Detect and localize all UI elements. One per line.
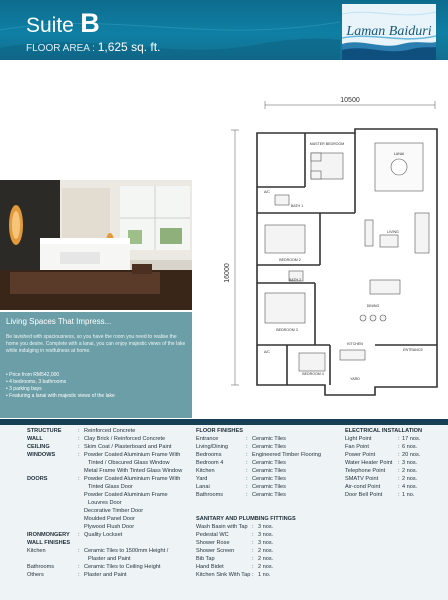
electrical-value: 6 nos. [402, 444, 418, 450]
electrical-label: SMATV Point [345, 476, 379, 482]
bullet-price: • Price from RM542,000 [6, 372, 60, 378]
room-label-master-bedroom: MASTER BEDROOM [309, 142, 345, 146]
info-panel [0, 312, 192, 418]
floor-finish-value: Ceramic Tiles [252, 444, 286, 450]
floor-finish-label: Bedroom 4 [196, 460, 224, 466]
spec-value: Powder Coated Aluminium Frame With [84, 476, 181, 482]
header-banner [0, 0, 448, 60]
spec-value: Powder Coated Aluminium Frame [84, 492, 168, 498]
room-label-kitchen: KITCHEN [347, 342, 363, 346]
suite-word: Suite [26, 14, 74, 37]
electrical-label: Air-cond Point [345, 484, 381, 490]
spec-label: IRONMONGERY [27, 532, 70, 538]
floor-finish-label: Bathrooms [196, 492, 224, 498]
floor-finish-value: Ceramic Tiles [252, 484, 286, 490]
spec-value: Decorative Timber Door [84, 508, 144, 514]
info-paragraph: Be lavished with spaciousness, so you have the room you need to realise the home you desire. Complete with a lanai, you can enjoy majestic views of the lake while indulging in restfulness at home. [6, 334, 186, 354]
sanitary-value: 3 nos. [258, 540, 274, 546]
floor-finish-value: Ceramic Tiles [252, 436, 286, 442]
room-label-bedroom2: BEDROOM 2 [279, 258, 301, 262]
sanitary-value: 2 nos. [258, 556, 274, 562]
spec-value: Powder Coated Aluminium Frame With [84, 452, 181, 458]
floor-finish-label: Lanai [196, 484, 210, 490]
spec-label: STRUCTURE [27, 428, 62, 434]
room-label-living: LIVING [387, 230, 399, 234]
spec-value: Tinted / Obscured Glass Window [88, 460, 170, 466]
electrical-label: Water Heater Point [345, 460, 393, 466]
spec-value: Metal Frame With Tinted Glass Window [84, 468, 183, 474]
floor-area-value: 1,625 sq. ft. [97, 40, 161, 54]
electrical-value: 4 nos. [402, 484, 418, 490]
sanitary-label: Hand Bidet [196, 564, 224, 570]
suite-letter: B [80, 8, 100, 38]
room-label-entrance: ENTRANCE [403, 348, 423, 352]
spec-label: WALL FINISHES [27, 540, 71, 546]
spec-label: DOORS [27, 476, 48, 482]
sanitary-value: 1 no. [258, 572, 271, 578]
spec-label: Others [27, 572, 44, 578]
spec-value: Skim Coat / Plasterboard and Paint [84, 444, 172, 450]
floor-finish-value: Engineered Timber Flooring [252, 452, 322, 458]
floor-finish-value: Ceramic Tiles [252, 492, 286, 498]
sanitary-label: Shower Rose [196, 540, 230, 546]
floor-finish-value: Ceramic Tiles [252, 468, 286, 474]
spec-value: Louvres Door [88, 500, 122, 506]
spec-value: Tinted Glass Door [88, 484, 133, 490]
sanitary-label: Kitchen Sink With Tap [196, 572, 251, 578]
specifications-section: STRUCTURE : Reinforced Concrete WALL : Clay Brick / Reinforced Concrete CEILING : Skim Coat / Plasterboard and Paint WINDOWS : Powder Coated Aluminium Frame With Tinted / Obscured Glass Window Metal Frame With Tinted Glass Window DOORS : Powder Coated Aluminium Frame With Tinted Glass Door Powder Coated Aluminium Frame Louvres Door Decorative Timber Door Moulded Panel Door Plywood Flush Door IRONMONGERY : Quality Lockset WALL FINISHES Kitchen : Ceramic Tiles to 1500mm Height / Plaster and Paint Bathrooms : Ceramic Tiles to Ceiling Height Others : Plaster and Paint FLOOR FINISHES Entrance : Ceramic Tiles Living/Dining : Ceramic Tiles Bedrooms : Engineered Timber Flooring Bedroom 4 : Ceramic Tiles Kitchen : Ceramic Tiles Yard : Ceramic Tiles Lanai : Ceramic Tiles Bathrooms : Ceramic Tiles SANITARY AND PLUMBING FITTINGS Wash Basin with Tap : 3 nos. Pedestal WC : 3 nos. Shower Rose : 3 nos. Shower Screen : 2 nos. Bib Tap : 2 nos. Hand Bidet : 2 nos. Kitchen Sink With Tap : 1 no. ELECTRICAL INSTALLATION Light Point : 17 nos. Fan Point : 6 nos. Power Point : 20 nos. Water Heater Point : 3 nos. Telephone Point : 2 nos. SMATV Point : 2 nos. Air-cond Point : 4 nos. Door Bell Point : 1 no. [0, 425, 448, 600]
floor-plan [205, 95, 445, 420]
room-label-bath2: BATH 2 [288, 278, 302, 282]
sanitary-label: Shower Screen [196, 548, 235, 554]
spec-value: Moulded Panel Door [84, 516, 135, 522]
room-label-bedroom4: BEDROOM 4 [302, 372, 324, 376]
spec-value: Plaster and Paint [88, 556, 131, 562]
suite-title [26, 8, 100, 39]
floor-area [26, 40, 160, 54]
bullet-lanai: • Featuring a lanai with majestic views of the lake [6, 393, 115, 399]
spec-value: Plywood Flush Door [84, 524, 135, 530]
electrical-title: ELECTRICAL INSTALLATION [345, 428, 423, 434]
room-label-ac2: A/C [264, 350, 270, 354]
bullet-parking: • 3 parking bays [6, 386, 42, 392]
electrical-label: Door Bell Point [345, 492, 383, 498]
sanitary-label: Wash Basin with Tap [196, 524, 248, 530]
spec-label: Bathrooms [27, 564, 55, 570]
bullet-bedrooms: • 4 bedrooms, 3 bathrooms [6, 379, 67, 385]
electrical-label: Light Point [345, 436, 372, 442]
electrical-label: Fan Point [345, 444, 369, 450]
dimension-width-label: 10500 [340, 97, 360, 104]
spec-value: Ceramic Tiles to Ceiling Height [84, 564, 161, 570]
room-label-dining: DINING [366, 304, 380, 308]
spec-value: Clay Brick / Reinforced Concrete [84, 436, 166, 442]
electrical-label: Telephone Point [345, 468, 386, 474]
spec-value: Reinforced Concrete [84, 428, 136, 434]
sanitary-value: 2 nos. [258, 564, 274, 570]
electrical-value: 20 nos. [402, 452, 421, 458]
plan-furniture [265, 143, 429, 371]
room-label-lanai: LANAI [393, 152, 405, 156]
floor-finish-label: Living/Dining [196, 444, 229, 450]
electrical-label: Power Point [345, 452, 376, 458]
spec-label: WALL [27, 436, 43, 442]
electrical-value: 2 nos. [402, 468, 418, 474]
electrical-value: 3 nos. [402, 460, 418, 466]
laman-baiduri-logo [342, 4, 436, 60]
spec-label: CEILING [27, 444, 50, 450]
sanitary-title: SANITARY AND PLUMBING FITTINGS [196, 516, 296, 522]
electrical-value: 2 nos. [402, 476, 418, 482]
sanitary-label: Bib Tap [196, 556, 215, 562]
dimension-height-label: 16000 [224, 263, 231, 283]
sanitary-value: 3 nos. [258, 524, 274, 530]
floor-finishes-title: FLOOR FINISHES [196, 428, 243, 434]
bedroom-photo [0, 180, 192, 310]
floor-finish-label: Entrance [196, 436, 219, 442]
sanitary-value: 2 nos. [258, 548, 274, 554]
spec-value: Plaster and Paint [84, 572, 127, 578]
floor-finish-value: Ceramic Tiles [252, 460, 286, 466]
spec-value: Ceramic Tiles to 1500mm Height / [84, 548, 169, 554]
floor-finish-label: Bedrooms [196, 452, 222, 458]
floor-finish-label: Kitchen [196, 468, 215, 474]
sanitary-label: Pedestal WC [196, 532, 229, 538]
floor-finish-label: Yard [196, 476, 208, 482]
info-title: Living Spaces That Impress... [6, 317, 112, 326]
room-label-ac: A/C [264, 190, 270, 194]
spec-label: WINDOWS [27, 452, 56, 458]
logo-text: Laman Baiduri [346, 24, 432, 39]
spec-label: Kitchen [27, 548, 46, 554]
electrical-value: 17 nos. [402, 436, 421, 442]
room-label-bedroom3: BEDROOM 3 [276, 328, 298, 332]
sanitary-value: 3 nos. [258, 532, 274, 538]
floor-area-label: FLOOR AREA : [26, 43, 95, 54]
electrical-value: 1 no. [402, 492, 415, 498]
room-label-bath1: BATH 1 [290, 204, 304, 208]
floor-finish-value: Ceramic Tiles [252, 476, 286, 482]
spec-value: Quality Lockset [84, 532, 123, 538]
room-label-yard: YARD [350, 377, 360, 381]
